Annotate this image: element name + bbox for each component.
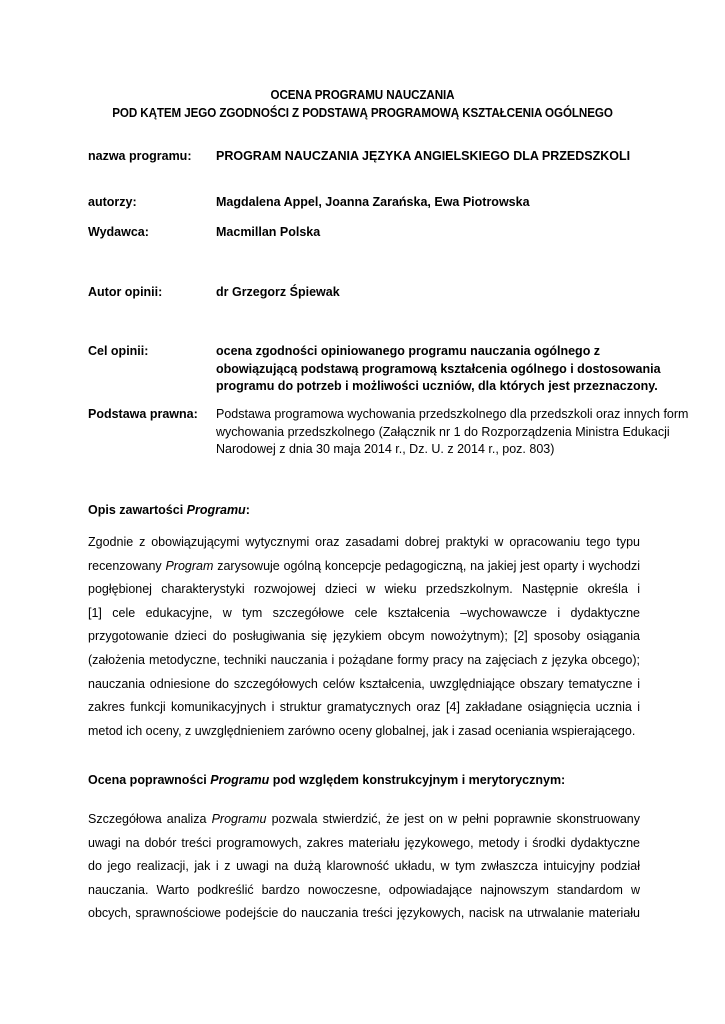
legal-basis-value [216,406,689,459]
heading-text: Ocena poprawności [88,773,211,787]
heading-text: Opis zawartości [88,503,187,517]
paragraph-line: przygotowanie dzieci do posługiwania się językiem obcym nowożytnym); [2] sposoby osiągania [88,629,640,644]
paragraph-line: zakres funkcji komunikacyjnych i struktur gramatycznych oraz [4] zakładane osiągnięcia ucznia i [88,700,640,715]
paragraph-line: metod ich oceny, z uwzględnieniem zarówno oceny globalnej, jak i zasad oceniania wspierającego. [88,723,636,738]
paragraph-line [88,555,640,579]
paragraph-line: pogłębionej charakterystyki rozwojowej dzieci w wieku przedszkolnym. Następnie określa i [88,582,640,597]
document-title-line-2: POD KĄTEM JEGO ZGODNOŚCI Z PODSTAWĄ PROGRAMOWĄ KSZTAŁCENIA OGÓLNEGO [112,106,613,120]
opinion-goal-value [216,343,661,396]
content-description-paragraph [88,531,640,743]
publisher-value: Macmillan Polska [216,225,321,239]
program-name-value: PROGRAM NAUCZANIA JĘZYKA ANGIELSKIEGO DLA PRZEDSZKOLI [216,149,631,163]
authors-value: Magdalena Appel, Joanna Zarańska, Ewa Piotrowska [216,195,530,209]
paragraph-line: obcych, sprawnościowe podejście do nauczania treści językowych, nacisk na utrwalanie materiału [88,906,640,921]
heading-italic-text: Programu [210,773,270,787]
line-text: pozwala stwierdzić, że jest on w pełni poprawnie skonstruowany [271,812,640,826]
line-italic-text: Programu [211,812,267,826]
paragraph-line: nauczania. Warto podkreślić bardzo nowoczesne, odpowiadające najnowszym standardom w [88,882,640,897]
authors-label: autorzy: [88,195,137,209]
heading-italic-text: Programu [186,503,246,517]
legal-basis-line: wychowania przedszkolnego (Załącznik nr 1 do Rozporządzenia Ministra Edukacji [216,424,670,439]
evaluation-paragraph [88,808,640,926]
paragraph-line: (założenia metodyczne, techniki nauczania i pożądane formy pracy na zajęciach z języka obcego); [88,652,640,667]
heading-text: pod względem konstrukcyjnym i merytorycznym: [269,773,566,787]
paragraph-line: do jego realizacji, jak i z uwagi na dużą klarowność układu, w tym zwłaszcza intuicyjny podział [88,859,640,874]
opinion-goal-label: Cel opinii: [88,344,149,358]
section-heading-content [88,503,250,517]
program-name-label: nazwa programu: [88,149,192,163]
opinion-goal-line: programu do potrzeb i możliwości uczniów, dla których jest przeznaczony. [216,379,658,393]
legal-basis-label: Podstawa prawna: [88,407,198,421]
paragraph-line: Zgodnie z obowiązującymi wytycznymi oraz zasadami dobrej praktyki w opracowaniu tego typu [88,535,640,549]
opinion-goal-line: ocena zgodności opiniowanego programu nauczania ogólnego z [216,344,601,358]
legal-basis-line: Narodowej z dnia 30 maja 2014 r., Dz. U. z 2014 r., poz. 803) [216,442,555,456]
line-text: zarysowuje ogólną koncepcje pedagogiczną, na jakiej jest oparty i wychodzi [217,558,640,573]
document-title-line-1: OCENA PROGRAMU NAUCZANIA [270,88,455,102]
line-italic-text: Program [165,558,214,573]
heading-text: : [245,503,250,517]
paragraph-line [88,808,640,832]
opinion-author-value: dr Grzegorz Śpiewak [216,285,340,299]
paragraph-line: uwagi na dobór treści programowych, zakres materiału językowego, metody i środki dydaktyczne [88,835,640,850]
paragraph-line: [1] cele edukacyjne, w tym szczegółowe cele kształcenia –wychowawcze i dydaktyczne [88,605,640,620]
legal-basis-line: Podstawa programowa wychowania przedszkolnego dla przedszkoli oraz innych form [216,407,689,421]
line-text: recenzowany [88,558,166,573]
line-text: Szczegółowa analiza [88,812,212,826]
publisher-label: Wydawca: [88,225,149,239]
section-heading-evaluation [88,773,565,787]
paragraph-line: nauczania odniesione do szczegółowych celów kształcenia, uwzględniające obszary tematyczne i [88,676,640,691]
opinion-author-label: Autor opinii: [88,285,163,299]
opinion-goal-line: obowiązującą podstawą programową kształcenia ogólnego i dostosowania [216,361,661,376]
